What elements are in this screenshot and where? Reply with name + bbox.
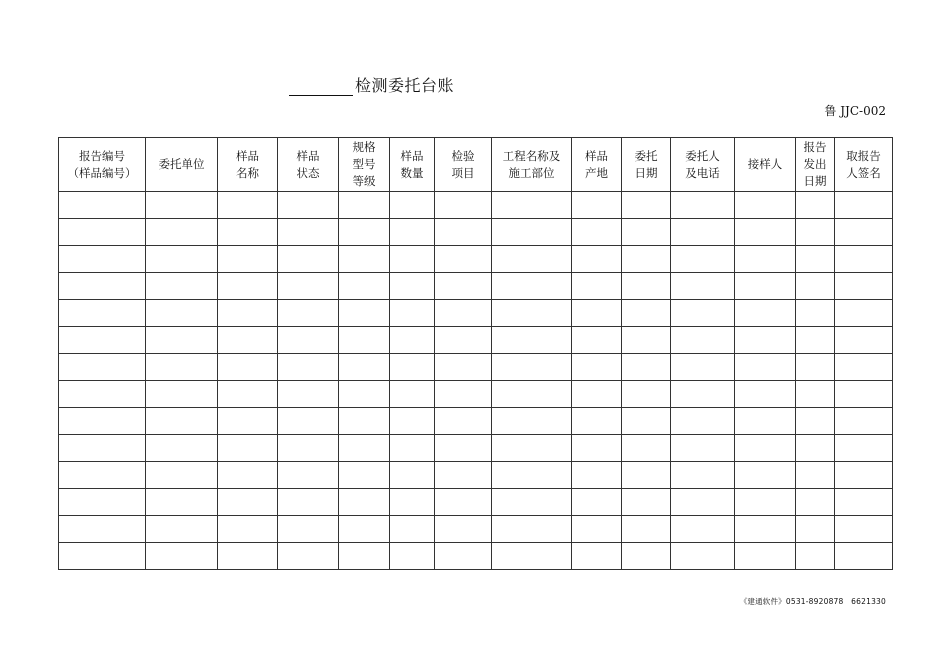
table-cell[interactable] xyxy=(278,381,339,408)
table-cell[interactable] xyxy=(796,246,835,273)
table-cell[interactable] xyxy=(796,327,835,354)
table-cell[interactable] xyxy=(735,273,796,300)
table-cell[interactable] xyxy=(622,408,671,435)
column-header: 工程名称及 施工部位 xyxy=(492,138,572,192)
table-cell[interactable] xyxy=(218,354,278,381)
table-cell[interactable] xyxy=(339,381,390,408)
table-cell[interactable] xyxy=(278,489,339,516)
table-cell[interactable] xyxy=(572,516,622,543)
table-row xyxy=(59,246,893,273)
table-cell[interactable] xyxy=(390,516,435,543)
table-cell[interactable] xyxy=(278,300,339,327)
table-cell[interactable] xyxy=(622,327,671,354)
table-cell[interactable] xyxy=(622,354,671,381)
table-cell[interactable] xyxy=(435,516,492,543)
table-cell[interactable] xyxy=(218,516,278,543)
column-header: 取报告 人签名 xyxy=(835,138,893,192)
table-cell[interactable] xyxy=(671,246,735,273)
table-cell[interactable] xyxy=(390,354,435,381)
table-cell[interactable] xyxy=(572,543,622,570)
table-cell[interactable] xyxy=(735,246,796,273)
table-cell[interactable] xyxy=(339,327,390,354)
column-header: 检验 项目 xyxy=(435,138,492,192)
table-cell[interactable] xyxy=(572,408,622,435)
table-cell[interactable] xyxy=(278,246,339,273)
table-cell[interactable] xyxy=(492,354,572,381)
table-cell[interactable] xyxy=(59,327,146,354)
table-cell[interactable] xyxy=(835,543,893,570)
table-cell[interactable] xyxy=(622,246,671,273)
table-cell[interactable] xyxy=(572,381,622,408)
column-header: 报告编号 （样品编号） xyxy=(59,138,146,192)
table-cell[interactable] xyxy=(435,327,492,354)
table-cell[interactable] xyxy=(146,381,218,408)
table-cell[interactable] xyxy=(435,381,492,408)
table-cell[interactable] xyxy=(835,462,893,489)
table-cell[interactable] xyxy=(835,381,893,408)
table-cell[interactable] xyxy=(671,381,735,408)
table-cell[interactable] xyxy=(671,192,735,219)
table-cell[interactable] xyxy=(671,408,735,435)
table-cell[interactable] xyxy=(278,462,339,489)
table-cell[interactable] xyxy=(59,192,146,219)
form-code: 鲁 JJC-002 xyxy=(824,104,886,118)
table-cell[interactable] xyxy=(796,543,835,570)
table-row xyxy=(59,273,893,300)
table-cell[interactable] xyxy=(735,435,796,462)
table-cell[interactable] xyxy=(218,219,278,246)
table-cell[interactable] xyxy=(735,300,796,327)
table-cell[interactable] xyxy=(146,273,218,300)
column-header: 样品 状态 xyxy=(278,138,339,192)
table-cell[interactable] xyxy=(435,192,492,219)
table-cell[interactable] xyxy=(671,543,735,570)
table-row xyxy=(59,408,893,435)
table-cell[interactable] xyxy=(146,489,218,516)
table-row xyxy=(59,219,893,246)
table-cell[interactable] xyxy=(835,219,893,246)
document-title xyxy=(289,74,454,96)
table-cell[interactable] xyxy=(390,489,435,516)
table-cell[interactable] xyxy=(572,300,622,327)
table-cell[interactable] xyxy=(796,354,835,381)
table-cell[interactable] xyxy=(572,462,622,489)
table-cell[interactable] xyxy=(435,543,492,570)
header-row xyxy=(59,138,893,192)
table-cell[interactable] xyxy=(218,192,278,219)
table-cell[interactable] xyxy=(492,435,572,462)
table-cell[interactable] xyxy=(735,489,796,516)
column-header: 委托 日期 xyxy=(622,138,671,192)
table-cell[interactable] xyxy=(796,192,835,219)
table-cell[interactable] xyxy=(492,516,572,543)
table-cell[interactable] xyxy=(218,462,278,489)
table-cell[interactable] xyxy=(492,273,572,300)
table-cell[interactable] xyxy=(671,435,735,462)
table-cell[interactable] xyxy=(146,300,218,327)
table-cell[interactable] xyxy=(572,489,622,516)
table-cell[interactable] xyxy=(435,408,492,435)
table-cell[interactable] xyxy=(339,300,390,327)
table-cell[interactable] xyxy=(435,462,492,489)
table-cell[interactable] xyxy=(278,192,339,219)
column-header: 接样人 xyxy=(735,138,796,192)
table-cell[interactable] xyxy=(622,219,671,246)
table-cell[interactable] xyxy=(671,300,735,327)
table-cell[interactable] xyxy=(622,462,671,489)
table-cell[interactable] xyxy=(59,246,146,273)
table-cell[interactable] xyxy=(435,273,492,300)
column-header: 样品 名称 xyxy=(218,138,278,192)
table-cell[interactable] xyxy=(796,516,835,543)
table-cell[interactable] xyxy=(835,435,893,462)
table-cell[interactable] xyxy=(390,543,435,570)
table-cell[interactable] xyxy=(390,192,435,219)
table-row xyxy=(59,327,893,354)
table-cell[interactable] xyxy=(435,246,492,273)
table-cell[interactable] xyxy=(146,192,218,219)
table-cell[interactable] xyxy=(390,246,435,273)
table-row xyxy=(59,489,893,516)
table-cell[interactable] xyxy=(435,435,492,462)
table-cell[interactable] xyxy=(572,435,622,462)
table-cell[interactable] xyxy=(146,543,218,570)
table-cell[interactable] xyxy=(492,462,572,489)
table-cell[interactable] xyxy=(146,327,218,354)
table-cell[interactable] xyxy=(146,516,218,543)
table-cell[interactable] xyxy=(339,408,390,435)
table-cell[interactable] xyxy=(218,273,278,300)
table-cell[interactable] xyxy=(796,300,835,327)
table-row xyxy=(59,192,893,219)
column-header: 委托人 及电话 xyxy=(671,138,735,192)
table-cell[interactable] xyxy=(218,435,278,462)
table-cell[interactable] xyxy=(572,219,622,246)
table-row xyxy=(59,354,893,381)
table-cell[interactable] xyxy=(278,435,339,462)
table-cell[interactable] xyxy=(735,462,796,489)
table-cell[interactable] xyxy=(59,408,146,435)
table-cell[interactable] xyxy=(671,273,735,300)
table-cell[interactable] xyxy=(835,327,893,354)
footer-contact: 《建通软件》0531-8920878 6621330 xyxy=(739,597,886,606)
table-row xyxy=(59,381,893,408)
table-cell[interactable] xyxy=(218,246,278,273)
table-cell[interactable] xyxy=(735,219,796,246)
table-cell[interactable] xyxy=(435,219,492,246)
table-cell[interactable] xyxy=(572,192,622,219)
table-cell[interactable] xyxy=(671,489,735,516)
table-cell[interactable] xyxy=(390,381,435,408)
column-header: 委托单位 xyxy=(146,138,218,192)
column-header: 样品 数量 xyxy=(390,138,435,192)
table-row xyxy=(59,435,893,462)
table-cell[interactable] xyxy=(390,408,435,435)
table-cell[interactable] xyxy=(218,381,278,408)
table-cell[interactable] xyxy=(492,300,572,327)
table-cell[interactable] xyxy=(835,489,893,516)
table-cell[interactable] xyxy=(278,354,339,381)
table-cell[interactable] xyxy=(622,543,671,570)
table-cell[interactable] xyxy=(59,354,146,381)
table-cell[interactable] xyxy=(339,354,390,381)
table-cell[interactable] xyxy=(735,327,796,354)
table-cell[interactable] xyxy=(622,516,671,543)
table-cell[interactable] xyxy=(735,408,796,435)
table-cell[interactable] xyxy=(339,489,390,516)
table-cell[interactable] xyxy=(59,381,146,408)
table-cell[interactable] xyxy=(796,462,835,489)
table-cell[interactable] xyxy=(278,327,339,354)
table-cell[interactable] xyxy=(796,381,835,408)
table-cell[interactable] xyxy=(492,543,572,570)
ledger-table xyxy=(58,137,893,570)
table-cell[interactable] xyxy=(59,489,146,516)
table-cell[interactable] xyxy=(59,219,146,246)
table-cell[interactable] xyxy=(796,273,835,300)
table-cell[interactable] xyxy=(278,543,339,570)
table-cell[interactable] xyxy=(835,354,893,381)
table-row xyxy=(59,462,893,489)
table-cell[interactable] xyxy=(435,354,492,381)
table-cell[interactable] xyxy=(735,192,796,219)
table-cell[interactable] xyxy=(218,408,278,435)
table-cell[interactable] xyxy=(671,219,735,246)
table-cell[interactable] xyxy=(278,408,339,435)
table-cell[interactable] xyxy=(572,273,622,300)
table-cell[interactable] xyxy=(492,381,572,408)
table-body xyxy=(59,192,893,570)
table-cell[interactable] xyxy=(339,543,390,570)
table-cell[interactable] xyxy=(492,327,572,354)
table-cell[interactable] xyxy=(622,273,671,300)
table-cell[interactable] xyxy=(435,489,492,516)
table-cell[interactable] xyxy=(390,327,435,354)
table-cell[interactable] xyxy=(390,300,435,327)
table-cell[interactable] xyxy=(735,354,796,381)
table-cell[interactable] xyxy=(218,300,278,327)
table-cell[interactable] xyxy=(339,435,390,462)
table-cell[interactable] xyxy=(622,435,671,462)
table-cell[interactable] xyxy=(59,462,146,489)
table-cell[interactable] xyxy=(796,408,835,435)
table-cell[interactable] xyxy=(796,489,835,516)
table-cell[interactable] xyxy=(146,435,218,462)
table-cell[interactable] xyxy=(339,462,390,489)
table-cell[interactable] xyxy=(622,381,671,408)
table-cell[interactable] xyxy=(492,246,572,273)
table-cell[interactable] xyxy=(492,219,572,246)
table-cell[interactable] xyxy=(671,462,735,489)
table-cell[interactable] xyxy=(435,300,492,327)
table-cell[interactable] xyxy=(835,273,893,300)
table-cell[interactable] xyxy=(278,219,339,246)
column-header: 样品 产地 xyxy=(572,138,622,192)
table-cell[interactable] xyxy=(735,543,796,570)
table-cell[interactable] xyxy=(671,327,735,354)
table-cell[interactable] xyxy=(835,300,893,327)
table-cell[interactable] xyxy=(671,516,735,543)
table-cell[interactable] xyxy=(146,219,218,246)
table-cell[interactable] xyxy=(218,543,278,570)
table-cell[interactable] xyxy=(796,219,835,246)
table-cell[interactable] xyxy=(390,462,435,489)
table-cell[interactable] xyxy=(572,327,622,354)
table-cell[interactable] xyxy=(59,543,146,570)
table-cell[interactable] xyxy=(835,246,893,273)
table-cell[interactable] xyxy=(390,273,435,300)
title-text: 检测委托台账 xyxy=(355,76,455,95)
table-cell[interactable] xyxy=(835,408,893,435)
column-header: 规格 型号 等级 xyxy=(339,138,390,192)
table-cell[interactable] xyxy=(572,246,622,273)
table-cell[interactable] xyxy=(278,273,339,300)
table-cell[interactable] xyxy=(146,246,218,273)
table-row xyxy=(59,300,893,327)
table-cell[interactable] xyxy=(622,192,671,219)
table-cell[interactable] xyxy=(572,354,622,381)
table-cell[interactable] xyxy=(339,273,390,300)
table-cell[interactable] xyxy=(671,354,735,381)
table-cell[interactable] xyxy=(218,327,278,354)
table-cell[interactable] xyxy=(339,246,390,273)
table-cell[interactable] xyxy=(492,489,572,516)
table-cell[interactable] xyxy=(59,273,146,300)
table-cell[interactable] xyxy=(735,516,796,543)
table-cell[interactable] xyxy=(59,435,146,462)
table-cell[interactable] xyxy=(835,516,893,543)
table-cell[interactable] xyxy=(59,516,146,543)
table-cell[interactable] xyxy=(339,516,390,543)
title-blank-line xyxy=(289,77,353,96)
table-cell[interactable] xyxy=(146,408,218,435)
table-cell[interactable] xyxy=(339,219,390,246)
table-row xyxy=(59,543,893,570)
column-header: 报告 发出 日期 xyxy=(796,138,835,192)
table-cell[interactable] xyxy=(492,408,572,435)
table-cell[interactable] xyxy=(622,489,671,516)
table-cell[interactable] xyxy=(339,192,390,219)
table-cell[interactable] xyxy=(146,354,218,381)
table-cell[interactable] xyxy=(390,435,435,462)
table-cell[interactable] xyxy=(492,192,572,219)
table-cell[interactable] xyxy=(735,381,796,408)
table-cell[interactable] xyxy=(278,516,339,543)
table-cell[interactable] xyxy=(146,462,218,489)
table-cell[interactable] xyxy=(796,435,835,462)
table-cell[interactable] xyxy=(622,300,671,327)
table-cell[interactable] xyxy=(59,300,146,327)
table-cell[interactable] xyxy=(390,219,435,246)
table-row xyxy=(59,516,893,543)
table-cell[interactable] xyxy=(835,192,893,219)
table-cell[interactable] xyxy=(218,489,278,516)
